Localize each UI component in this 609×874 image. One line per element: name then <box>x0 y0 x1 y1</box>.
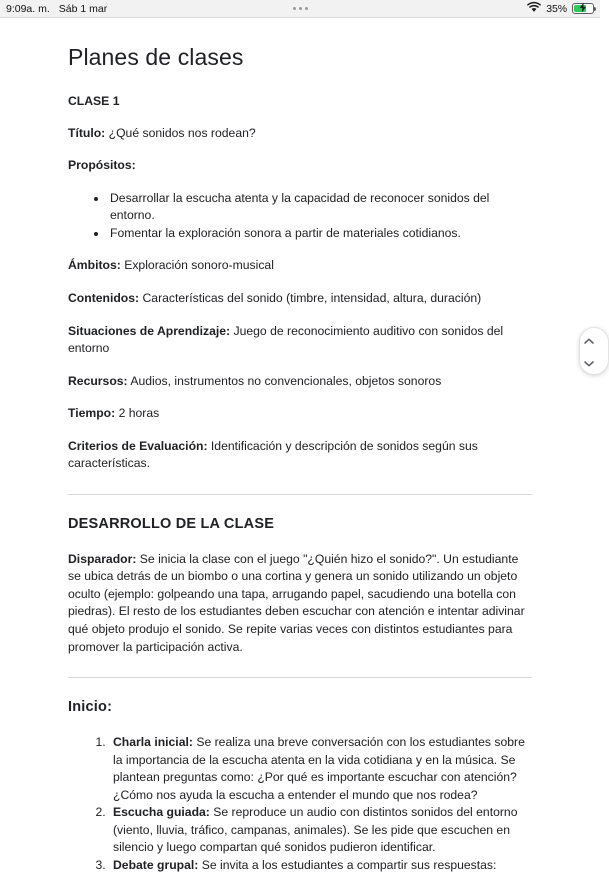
status-time: 9:09a. m. <box>6 2 50 15</box>
field-contenidos <box>68 290 532 308</box>
propositos-list <box>68 190 532 243</box>
lightning-bolt-icon <box>579 2 586 15</box>
field-criterios-label: Criterios de Evaluación: <box>68 438 208 453</box>
field-recursos <box>68 373 532 391</box>
field-ambitos <box>68 257 532 275</box>
field-tiempo-value: 2 horas <box>118 406 160 421</box>
status-date: Sáb 1 mar <box>58 2 108 15</box>
field-propositos-label: Propósitos: <box>68 158 136 173</box>
dot <box>305 7 308 10</box>
field-disparador-value: Se inicia la clase con el juego "¿Quién hizo el sonido?". Un estudiante se ubica detrás de un biombo o una cortina y genera un sonido utilizando un objeto oculto (ejemplo: golpeando una tapa, arrugando papel, sacudiendo una botella con piedras). El resto de los estudiantes deben escuchar con atención e intentar adivinar qué objeto produjo el sonido. Se repite varias veces con distintos estudiantes para promover la participación activa. <box>68 551 525 654</box>
chevron-up-icon[interactable] <box>584 331 594 349</box>
section-divider <box>68 677 532 678</box>
list-item: • Fomentar la exploración sonora a partir de materiales cotidianos. <box>108 225 532 243</box>
chevron-down-icon[interactable] <box>584 354 594 372</box>
status-bar <box>0 0 600 18</box>
inicio-list <box>68 734 532 874</box>
field-situaciones-value: Juego de reconocimiento auditivo con sonidos del entorno <box>68 323 504 356</box>
field-propositos <box>68 157 532 175</box>
field-criterios-value: Identificación y descripción de sonidos según sus características. <box>68 438 478 471</box>
list-item <box>109 804 532 857</box>
field-criterios <box>68 438 532 473</box>
dot <box>299 7 302 10</box>
list-item-text: Se invita a los estudiantes a compartir sus respuestas: <box>201 857 497 872</box>
list-item-label: Escucha guiada: <box>113 805 210 820</box>
dot <box>293 7 296 10</box>
field-ambitos-value: Exploración sonoro-musical <box>124 258 274 273</box>
status-bar-left <box>6 3 107 15</box>
field-disparador-label: Disparador: <box>68 551 137 566</box>
field-tiempo-label: Tiempo: <box>68 406 116 421</box>
scroll-control[interactable] <box>579 327 609 375</box>
wifi-icon <box>527 2 541 16</box>
inicio-heading: Inicio: <box>68 699 113 716</box>
field-disparador <box>68 551 532 656</box>
field-titulo <box>68 125 532 143</box>
list-item-text: Se realiza una breve conversación con los estudiantes sobre la importancia de la escucha atenta en la vida cotidiana y en la música. Se plantean preguntas como: ¿Por qué es importante escuchar con atención? ¿Cómo nos ayuda la escucha a entender el mundo que nos rodea? <box>113 734 525 802</box>
desarrollo-heading: DESARROLLO DE LA CLASE <box>68 515 275 532</box>
battery-charging-icon <box>572 3 594 14</box>
field-recursos-value: Audios, instrumentos no convencionales, objetos sonoros <box>130 373 442 388</box>
list-item-label: Debate grupal: <box>113 857 199 872</box>
section-divider <box>68 494 532 495</box>
list-item <box>109 734 532 804</box>
list-item-text: Se reproduce un audio con distintos sonidos del entorno (viento, lluvia, tráfico, campanas, animales). Se les pide que escuchen en silencio y luego compartan qué sonidos pudieron identificar. <box>113 805 518 855</box>
field-contenidos-label: Contenidos: <box>68 290 140 305</box>
list-item: • Desarrollar la escucha atenta y la capacidad de reconocer sonidos del entorno. <box>108 190 532 225</box>
field-contenidos-value: Características del sonido (timbre, intensidad, altura, duración) <box>142 290 482 305</box>
field-situaciones <box>68 323 532 358</box>
three-dots-icon[interactable] <box>291 4 310 13</box>
field-tiempo <box>68 405 532 423</box>
battery-percent-label: 35% <box>546 2 567 15</box>
field-titulo-label: Título: <box>68 125 106 140</box>
field-recursos-label: Recursos: <box>68 373 128 388</box>
page-title: Planes de clases <box>68 44 244 70</box>
field-ambitos-label: Ámbitos: <box>68 258 121 273</box>
class-label: CLASE 1 <box>68 93 120 108</box>
list-item-label: Charla inicial: <box>113 734 193 749</box>
list-item <box>109 857 532 874</box>
field-titulo-value: ¿Qué sonidos nos rodean? <box>108 125 256 140</box>
document-body <box>0 19 600 874</box>
document-scroll-area[interactable] <box>0 19 600 872</box>
status-bar-right <box>527 2 595 16</box>
field-situaciones-label: Situaciones de Aprendizaje: <box>68 323 231 338</box>
